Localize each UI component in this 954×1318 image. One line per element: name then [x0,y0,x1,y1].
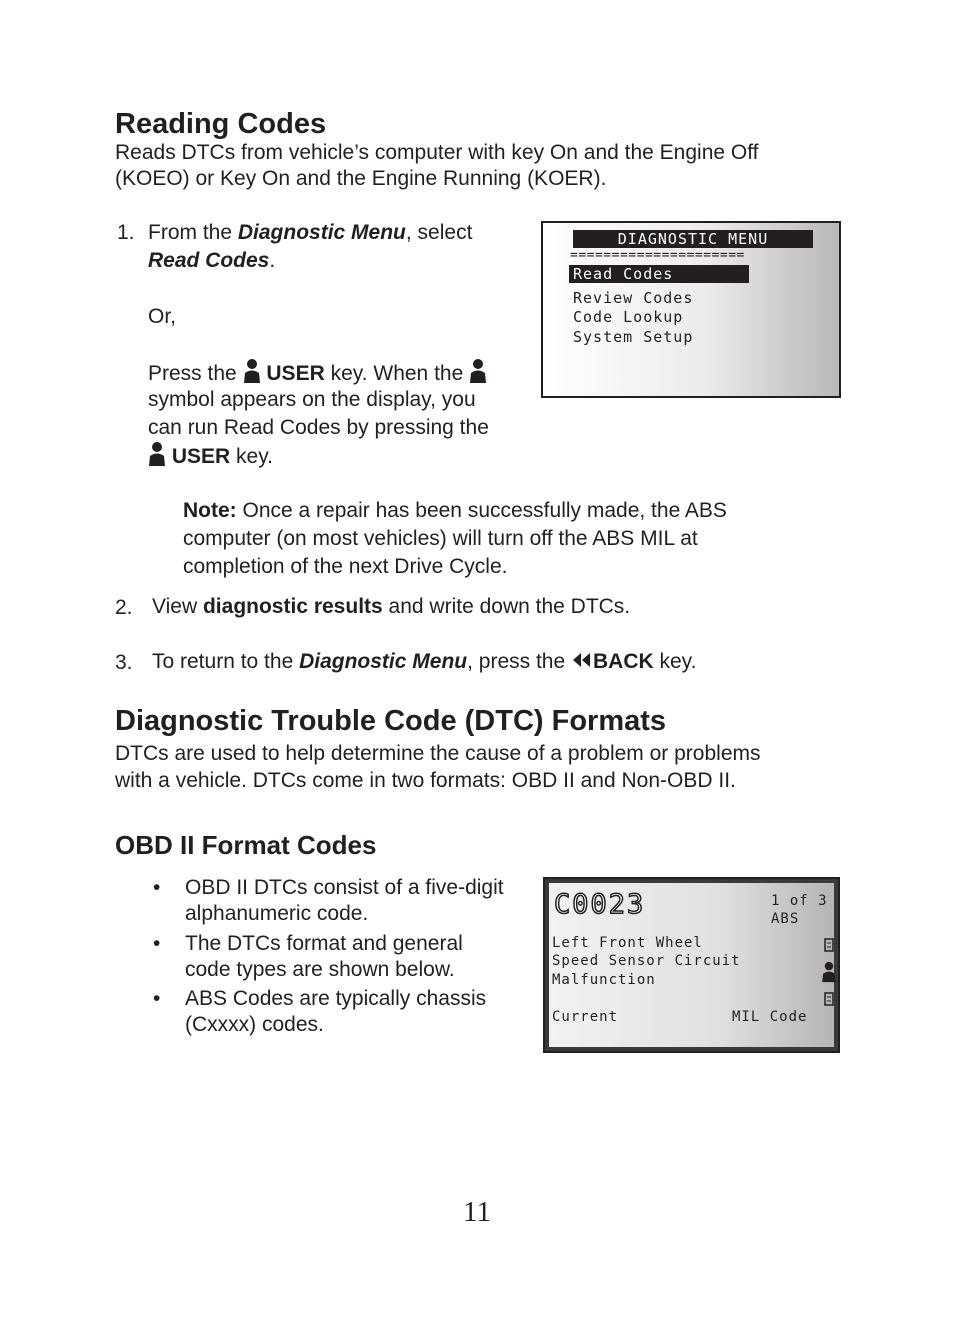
dtc-intro-line-2: with a vehicle. DTCs come in two formats: OBD II and Non-OBD II. [115,769,736,792]
dtc-code: C0023 [554,889,646,920]
bullet-marker: • [153,987,161,1010]
bullet-3-line-2: (Cxxxx) codes. [185,1013,324,1036]
step-2-line [152,593,630,621]
user-key-label: USER [266,362,325,385]
note-text: Once a repair has been successfully made, the ABS [236,499,727,522]
scroll-down-icon [824,991,834,1010]
user-key-icon-2 [148,441,166,467]
step-1-line-1 [148,219,472,247]
back-key-label: BACK [593,650,654,673]
step-1-number: 1. [117,221,135,244]
user-symbol-icon [469,358,487,384]
step-1-symbol-line: symbol appears on the display, you [148,388,476,411]
bullet-marker: • [153,876,161,899]
dtc-screen-display [549,883,834,1047]
diagnostic-results-emphasis: diagnostic results [202,595,383,618]
note-line-1 [183,497,727,525]
diagnostic-menu-emphasis: Diagnostic Menu [237,221,406,244]
reading-codes-heading: Reading Codes [115,108,327,140]
dtc-description-line: Malfunction [552,972,656,988]
reading-intro-line-1: Reads DTCs from vehicle’s computer with key On and the Engine Off [115,141,759,164]
step-2-number: 2. [115,596,133,619]
bullet-3-line-1: ABS Codes are typically chassis [185,987,487,1010]
dtc-formats-heading: Diagnostic Trouble Code (DTC) Formats [115,705,667,737]
note-line-2: computer (on most vehicles) will turn off the ABS MIL at [183,527,698,550]
screen-menu-title: DIAGNOSTIC MENU [573,230,813,248]
screen-menu-item: Review Codes [573,289,694,307]
bullet-1-line-2: alphanumeric code. [185,902,369,925]
dtc-count: 1 of 3 [771,893,828,909]
step-2-text-end: and write down the DTCs. [382,595,631,618]
step-1-run-line: can run Read Codes by pressing the [148,416,489,439]
dtc-type: MIL Code [732,1009,808,1025]
obd-format-heading: OBD II Format Codes [115,830,377,860]
dtc-code-screen [543,877,840,1053]
step-1-or: Or, [148,305,177,328]
bullet-1-line-1: OBD II DTCs consist of a five-digit [185,876,504,899]
scroll-up-icon [824,937,834,956]
step-1-period: . [269,249,276,272]
step-1-press-user-line [148,358,487,388]
back-arrows-icon [571,648,593,664]
key-text: key. [230,445,273,468]
diagnostic-menu-screen [541,221,841,398]
step-3-line [152,648,696,676]
press-the-text: Press the [148,362,243,385]
bullet-2-line-1: The DTCs format and general [185,932,463,955]
bullet-marker: • [153,932,161,955]
step-3-number: 3. [115,651,133,674]
step-1-text: From the [148,221,238,244]
bullet-2-line-2: code types are shown below. [185,958,455,981]
read-codes-emphasis: Read Codes [148,249,270,272]
page-number: 11 [463,1196,491,1228]
step-1-line-2 [148,247,275,275]
press-the-text-2: , press the [467,650,571,673]
screen-menu-item: System Setup [573,328,694,346]
dtc-description-line: Left Front Wheel [552,935,703,951]
key-when-the-text: key. When the [324,362,470,385]
user-symbol-icon [821,961,837,987]
dtc-status: Current [552,1009,619,1025]
dtc-description-line: Speed Sensor Circuit [552,953,741,969]
user-key-icon [243,358,261,384]
screen-menu-item: Code Lookup [573,308,684,326]
note-line-3: completion of the next Drive Cycle. [183,555,508,578]
note-label: Note: [183,499,237,522]
dtc-intro-line-1: DTCs are used to help determine the cause of a problem or problems [115,742,761,765]
key-text-2: key. [653,650,697,673]
screen-menu-selected: Read Codes [569,265,749,283]
step-1-text-end: , select [405,221,473,244]
dtc-system: ABS [771,911,800,927]
step-1-user-key-line [148,441,273,471]
user-key-label-2: USER [171,445,231,468]
diagnostic-menu-emphasis-2: Diagnostic Menu [299,650,468,673]
step-3-text: To return to the [152,650,300,673]
step-2-text: View [152,595,203,618]
screen-menu-divider: ===================== [570,248,745,263]
reading-intro-line-2: (KOEO) or Key On and the Engine Running (KOER). [115,167,607,190]
